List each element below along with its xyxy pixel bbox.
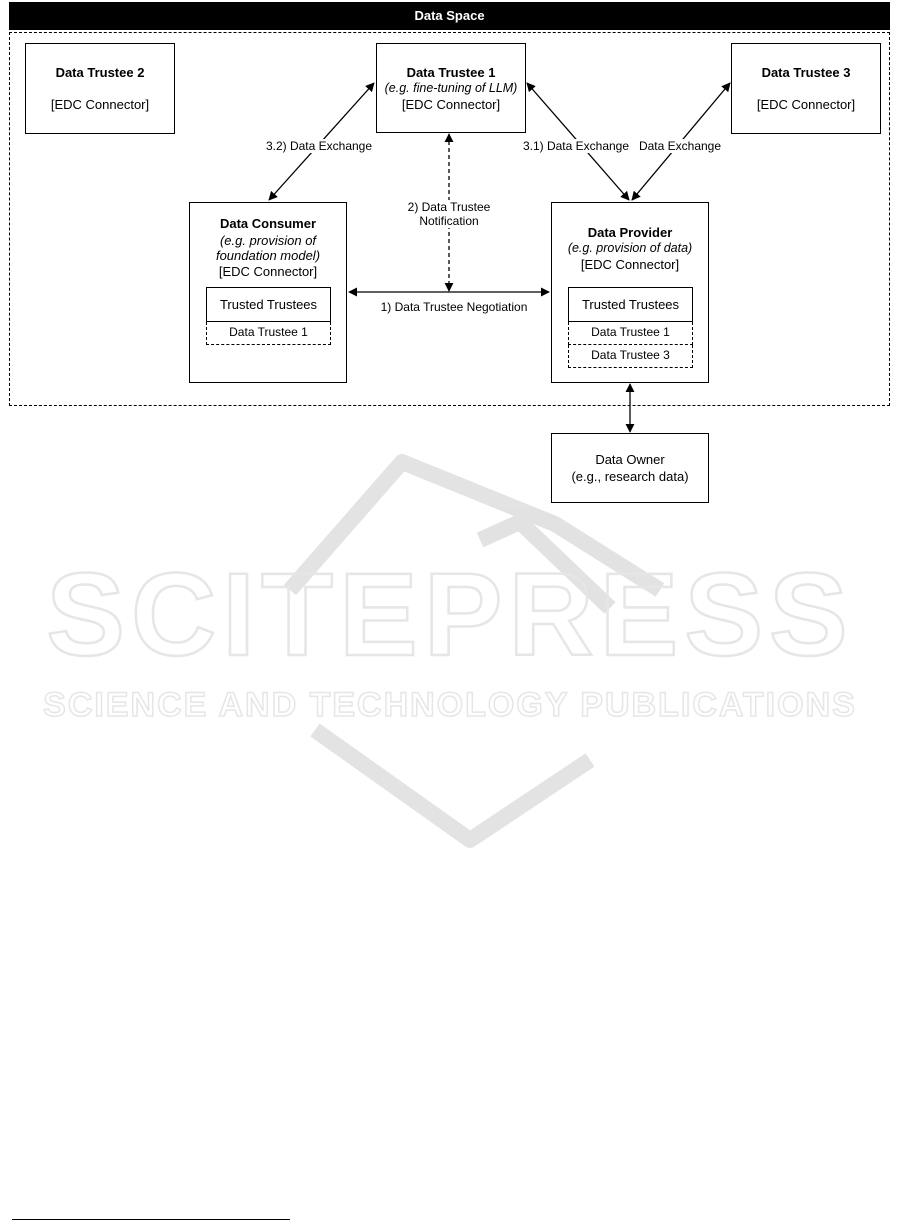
data-trustee-1-node — [376, 43, 526, 133]
node-title: Data Consumer — [219, 216, 317, 231]
data-trustee-2-node — [25, 43, 175, 134]
trusted-trustee-item: Data Trustee 1 — [568, 322, 693, 345]
node-connector: [EDC Connector] — [50, 97, 150, 112]
node-title: Data Trustee 2 — [55, 65, 145, 80]
data-provider-node — [551, 202, 709, 383]
trusted-trustees-header: Trusted Trustees — [568, 287, 693, 322]
svg-text:SCITEPRESS: SCITEPRESS — [46, 549, 854, 681]
node-title: Data Trustee 1 — [406, 65, 496, 80]
data-space-header: Data Space — [9, 2, 890, 30]
data-consumer-node — [189, 202, 347, 383]
label-exchange-3: Data Exchange — [634, 139, 726, 153]
node-title: Data Trustee 3 — [761, 65, 851, 80]
label-exchange-31: 3.1) Data Exchange — [515, 139, 637, 153]
label-notification: 2) Data Trustee Notification — [407, 200, 491, 228]
node-connector: [EDC Connector] — [401, 97, 501, 112]
node-connector: [EDC Connector] — [580, 257, 680, 272]
node-title: Data Owner — [595, 452, 665, 467]
svg-text:SCIENCE AND TECHNOLOGY PUBLICA: SCIENCE AND TECHNOLOGY PUBLICATIONS — [43, 686, 857, 724]
node-subtitle: (e.g. provision of data) — [567, 241, 693, 255]
label-negotiation: 1) Data Trustee Negotiation — [380, 300, 528, 314]
trusted-trustees-header: Trusted Trustees — [206, 287, 331, 322]
data-trustee-3-node — [731, 43, 881, 134]
node-connector: [EDC Connector] — [218, 264, 318, 279]
node-subtitle: foundation model) — [215, 248, 321, 263]
trusted-trustee-item: Data Trustee 1 — [206, 322, 331, 345]
node-subtitle: (e.g., research data) — [571, 469, 689, 484]
node-title: Data Provider — [587, 225, 673, 240]
node-subtitle: (e.g. fine-tuning of LLM) — [384, 81, 518, 95]
node-subtitle: (e.g. provision of — [219, 233, 317, 248]
data-owner-node — [551, 433, 709, 503]
node-connector: [EDC Connector] — [756, 97, 856, 112]
footnote-rule — [12, 1219, 290, 1220]
trusted-trustee-item: Data Trustee 3 — [568, 345, 693, 368]
label-exchange-32: 3.2) Data Exchange — [249, 139, 389, 153]
